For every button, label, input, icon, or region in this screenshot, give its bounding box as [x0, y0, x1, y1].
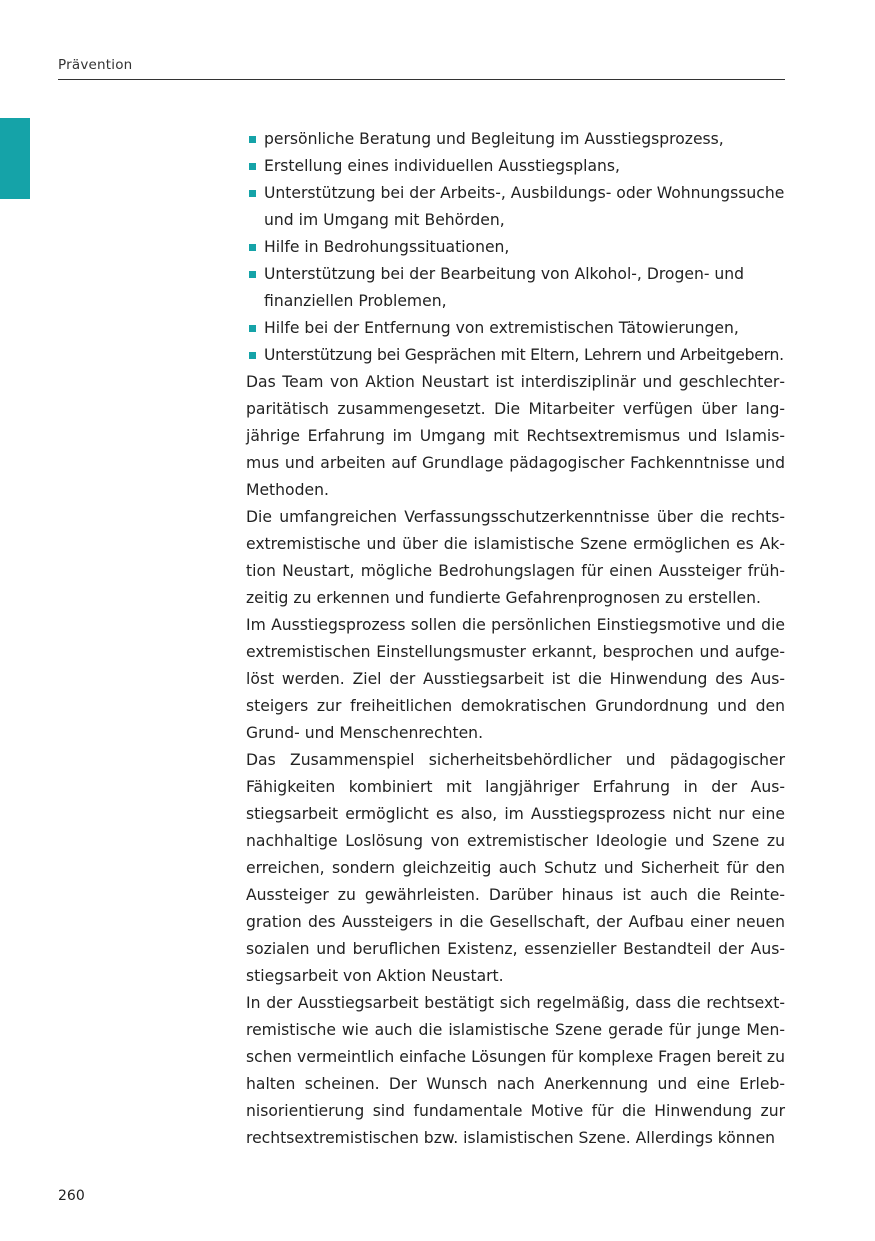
- list-item: [246, 180, 785, 234]
- list-item-text: Hilfe bei der Entfernung von extremistischen Tätowierungen,: [264, 319, 739, 337]
- list-item: [246, 153, 785, 180]
- paragraph: Die umfangreichen Verfassungsschutzerkenntnisse über die rechtsextremistische und über die islamistische Szene ermöglichen es Aktion Neustart, mögliche Bedrohungslagen für einen Aussteiger frühzeitig zu erkennen und fundierte Gefahrenprognosen zu erstellen.: [246, 508, 785, 607]
- list-item: [246, 342, 785, 369]
- list-item: [246, 315, 785, 342]
- bullet-square-icon: [249, 136, 256, 143]
- list-item-text: Erstellung eines individuellen Ausstiegsplans,: [264, 157, 620, 175]
- header-divider: [58, 79, 785, 80]
- bullet-square-icon: [249, 325, 256, 332]
- list-item-text: Unterstützung bei Gesprächen mit Eltern, Lehrern und Arbeitgebern.: [264, 346, 784, 364]
- list-item: [246, 261, 785, 315]
- paragraph: Das Zusammenspiel sicherheitsbehördlicher und pädagogischer Fähigkeiten kombiniert mit langjähriger Erfahrung in der Ausstiegsarbeit ermöglicht es also, im Ausstiegsprozess nicht nur eine nachhaltige Loslösung von extremistischer Ideologie und Szene zu erreichen, sondern gleichzeitig auch Schutz und Sicherheit für den Aussteiger zu gewährleisten. Darüber hinaus ist auch die Reintegration des Aussteigers in die Gesellschaft, der Aufbau einer neuen sozialen und beruflichen Existenz, essenzieller Bestandteil der Ausstiegsarbeit von Aktion Neustart.: [246, 751, 785, 985]
- list-item-text: Unterstützung bei der Arbeits-, Ausbildungs- oder Wohnungssuche und im Umgang mit Behörden,: [264, 184, 785, 229]
- list-item-text: Unterstützung bei der Bearbeitung von Alkohol-, Drogen- und finanziellen Problemen,: [264, 265, 745, 310]
- body-text-column: [246, 126, 785, 1152]
- paragraph: Das Team von Aktion Neustart ist interdisziplinär und geschlechterparitätisch zusammengesetzt. Die Mitarbeiter verfügen über langjährige Erfahrung im Umgang mit Rechtsextremismus und Islamismus und arbeiten auf Grundlage pädagogischer Fachkenntnisse und Methoden.: [246, 373, 785, 499]
- chapter-marker-tab: [0, 118, 30, 199]
- paragraph: Im Ausstiegsprozess sollen die persönlichen Einstiegsmotive und die extremistischen Einstellungsmuster erkannt, besprochen und aufgelöst werden. Ziel der Ausstiegsarbeit ist die Hinwendung des Aussteigers zur freiheitlichen demokratischen Grundordnung und den Grund- und Menschenrechten.: [246, 616, 785, 742]
- bullet-square-icon: [249, 190, 256, 197]
- list-item: [246, 126, 785, 153]
- bullet-square-icon: [249, 352, 256, 359]
- list-item-text: persönliche Beratung und Begleitung im Ausstiegsprozess,: [264, 130, 724, 148]
- list-item-text: Hilfe in Bedrohungssituationen,: [264, 238, 510, 256]
- bullet-square-icon: [249, 163, 256, 170]
- list-item: [246, 234, 785, 261]
- bullet-square-icon: [249, 244, 256, 251]
- bullet-square-icon: [249, 271, 256, 278]
- running-head-title: Prävention: [58, 57, 133, 73]
- paragraph: In der Ausstiegsarbeit bestätigt sich regelmäßig, dass die rechtsextremistische wie auch die islamistische Szene gerade für junge Menschen vermeintlich einfache Lösungen für komplexe Fragen bereit zu halten scheinen. Der Wunsch nach Anerkennung und eine Erlebnisorientierung sind fundamentale Motive für die Hinwendung zur rechtsextremistischen bzw. islamistischen Szene. Allerdings können: [246, 994, 785, 1147]
- bullet-list: [246, 126, 785, 369]
- page-number: 260: [58, 1188, 85, 1204]
